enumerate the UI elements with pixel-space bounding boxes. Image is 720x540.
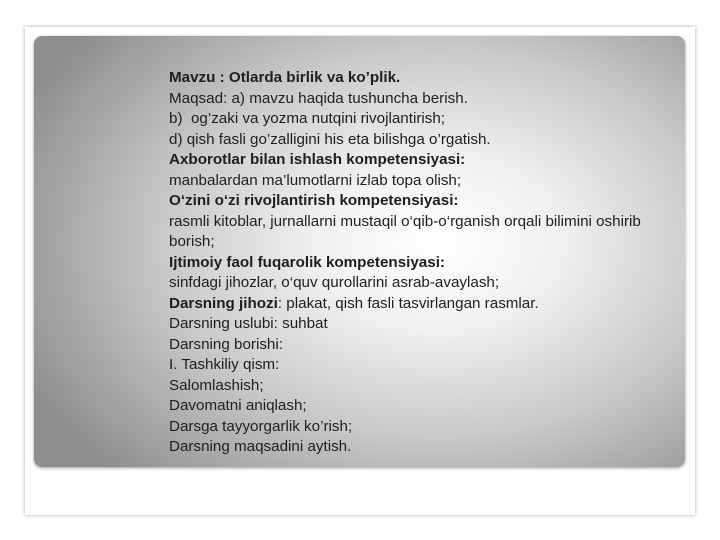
equipment-line [169,294,685,315]
text-line: I. Tashkiliy qism: [169,356,280,373]
text-line: Darsning uslubi: suhbat [169,315,328,332]
text-line: Darsning maqsadini aytish. [169,438,352,455]
text-line: manbalardan ma’lumotlarni izlab topa olish; [169,171,462,189]
lesson-steps [169,314,685,458]
equipment-text: : plakat, qish fasli tasvirlangan rasmlar. [277,294,539,312]
competency-heading: Ijtimoiy faol fuqarolik kompetensiyasi: [169,253,445,271]
text-line: Maqsad: a) mavzu haqida tushuncha berish. [169,89,468,107]
competency-heading: Axborotlar bilan ishlash kompetensiyasi: [169,151,466,168]
competency-heading: O‘zini o‘zi rivojlantirish kompetensiyasi: [169,192,459,209]
text-line: Darsga tayyorgarlik ko’rish; [169,417,353,435]
content-panel [34,36,685,467]
text-line: sinfdagi jihozlar, o‘quv qurollarini asrab-avaylash; [169,274,500,291]
text-line: Davomatni aniqlash; [169,397,307,414]
text-line: Darsning borishi: [169,335,283,353]
text-line: Salomlashish; [169,376,264,394]
lesson-body [169,89,685,294]
lesson-title: Mavzu : Otlarda birlik va ko’plik. [169,69,401,86]
text-line: rasmli kitoblar, jurnallarni mustaqil o‘qib-o‘rganish orqali bilimini oshirib borish; [169,212,641,250]
lesson-text [169,68,685,458]
text-line: d) qish fasli go’zalligini his eta bilishga o’rgatish. [169,130,491,148]
equipment-label: Darsning jihozi [169,294,278,312]
text-line: b) og’zaki va yozma nutqini rivojlantirish; [169,110,446,127]
